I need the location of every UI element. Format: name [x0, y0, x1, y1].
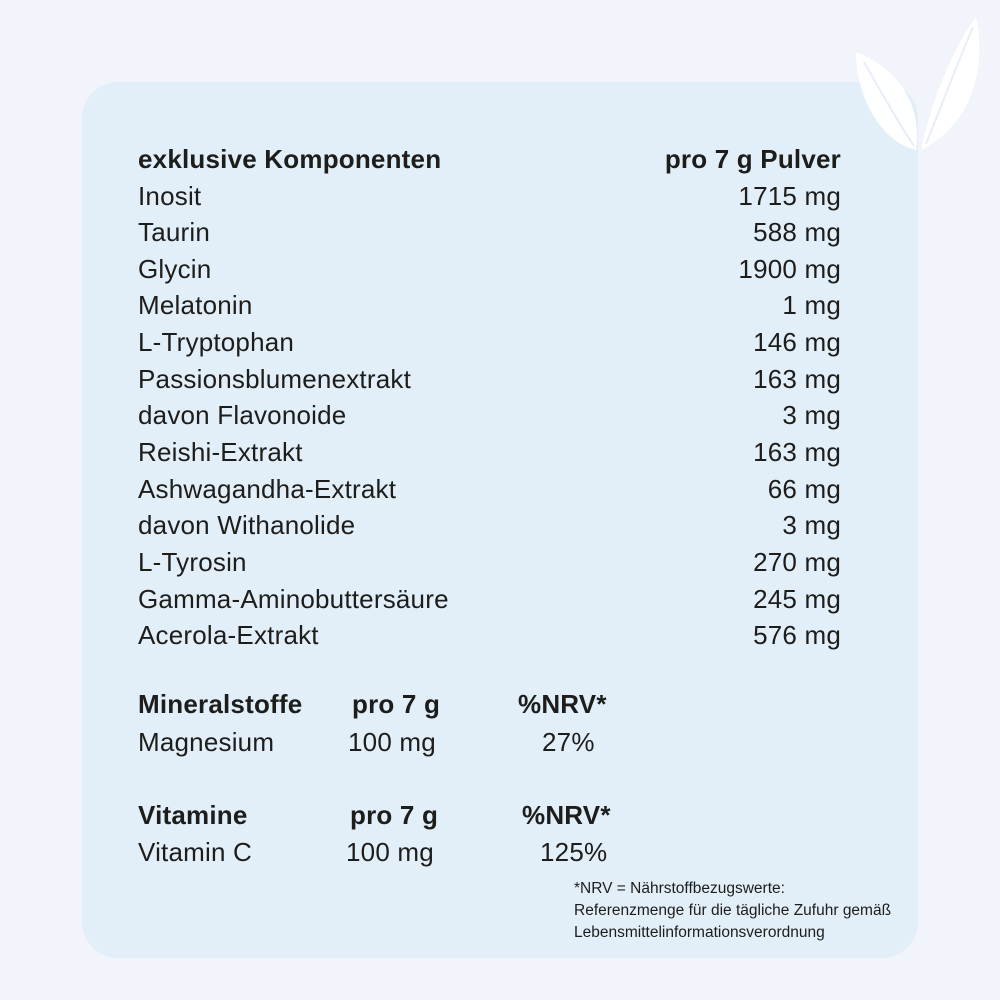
component-name: L-Tryptophan	[138, 327, 295, 357]
footnote-line: *NRV = Nährstoffbezugswerte:	[574, 880, 785, 897]
component-value: 270 mg	[753, 547, 841, 577]
component-value: 163 mg	[753, 437, 841, 467]
table-row	[138, 364, 841, 394]
exclusive-header-value: pro 7 g Pulver	[664, 144, 841, 174]
component-name: davon Flavonoide	[138, 400, 347, 430]
component-name: Acerola-Extrakt	[138, 620, 319, 650]
component-value: 66 mg	[767, 474, 841, 504]
footnote-line: Lebensmittelinformationsverordnung	[574, 924, 825, 941]
component-name: L-Tyrosin	[138, 547, 247, 577]
component-value: 588 mg	[753, 217, 841, 247]
vitamin-amount: 100 mg	[346, 837, 434, 867]
table-row	[138, 547, 841, 577]
component-name: Gamma-Aminobuttersäure	[138, 584, 449, 614]
component-value: 245 mg	[753, 584, 841, 614]
component-name: davon Withanolide	[138, 510, 356, 540]
component-value: 163 mg	[753, 364, 841, 394]
component-value: 1 mg	[782, 290, 841, 320]
table-row	[138, 327, 841, 357]
component-name: Reishi-Extrakt	[138, 437, 303, 467]
table-row	[138, 620, 841, 650]
minerals-header-label: Mineralstoffe	[138, 689, 303, 719]
vitamins-header-nrv: %NRV*	[522, 800, 611, 830]
vitamin-nrv: 125%	[540, 837, 608, 867]
component-name: Taurin	[138, 217, 211, 247]
footnote-line: Referenzmenge für die tägliche Zufuhr gemäß	[574, 902, 892, 919]
vitamins-header-label: Vitamine	[138, 800, 248, 830]
component-value: 1900 mg	[738, 254, 841, 284]
component-value: 3 mg	[782, 510, 841, 540]
table-row	[138, 181, 841, 211]
table-row	[138, 254, 841, 284]
table-row	[138, 437, 841, 467]
exclusive-header-label: exklusive Komponenten	[138, 144, 442, 174]
mineral-nrv: 27%	[542, 727, 595, 757]
component-name: Melatonin	[138, 290, 253, 320]
table-row	[138, 290, 841, 320]
table-row	[138, 584, 841, 614]
component-name: Inosit	[138, 181, 202, 211]
exclusive-header-row	[138, 144, 841, 174]
mineral-amount: 100 mg	[348, 727, 436, 757]
table-row	[138, 400, 841, 430]
table-row	[138, 474, 841, 504]
table-row	[138, 217, 841, 247]
component-value: 146 mg	[753, 327, 841, 357]
component-value: 576 mg	[753, 620, 841, 650]
vitamin-name: Vitamin C	[138, 837, 253, 867]
vitamins-header-amount: pro 7 g	[350, 800, 439, 830]
leaf-icon	[836, 12, 986, 152]
minerals-header-amount: pro 7 g	[352, 689, 441, 719]
component-name: Glycin	[138, 254, 212, 284]
mineral-name: Magnesium	[138, 727, 275, 757]
component-value: 1715 mg	[738, 181, 841, 211]
component-name: Ashwagandha-Extrakt	[138, 474, 397, 504]
table-row	[138, 510, 841, 540]
footnote	[574, 878, 891, 944]
minerals-header-nrv: %NRV*	[518, 689, 607, 719]
component-value: 3 mg	[782, 400, 841, 430]
component-name: Passionsblumenextrakt	[138, 364, 411, 394]
